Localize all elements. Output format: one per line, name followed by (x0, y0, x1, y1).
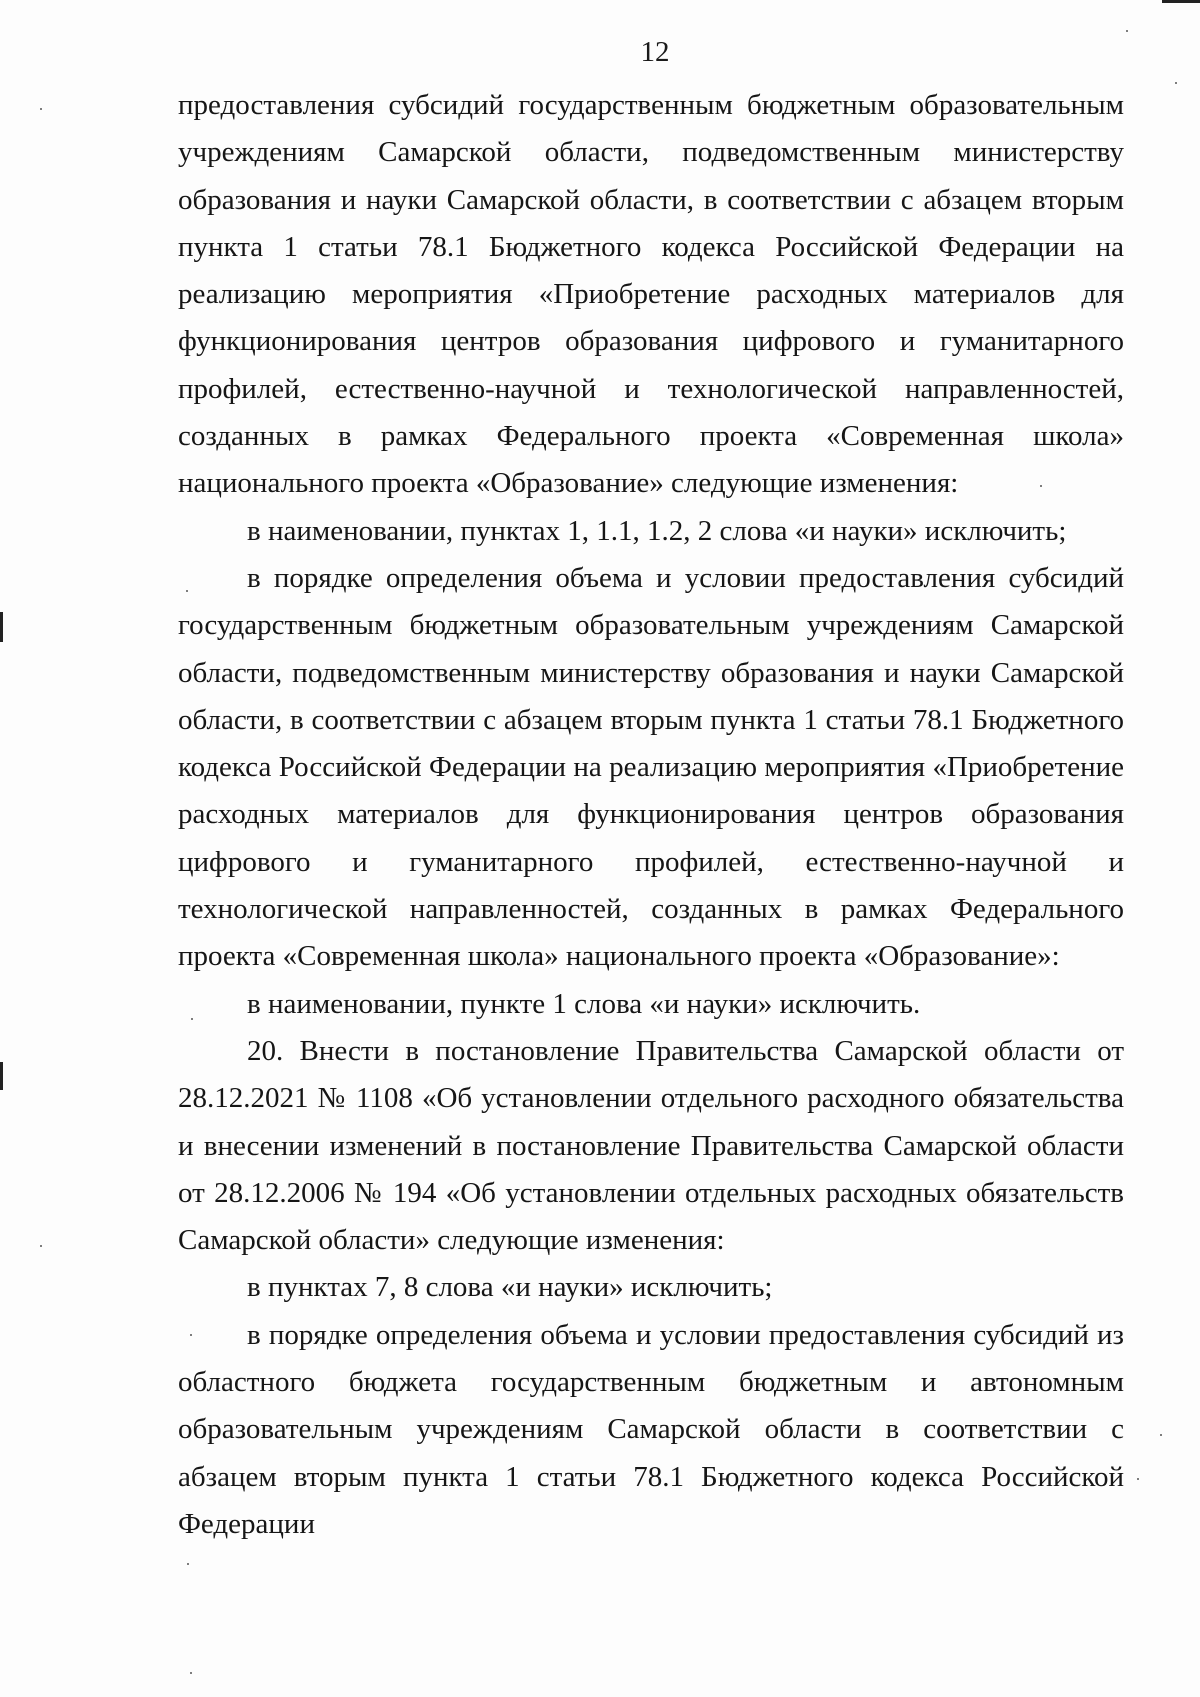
scan-edge-mark (1162, 0, 1200, 3)
paragraph-item-20: 20. Внести в постановление Правительства Самарской области от 28.12.2021 № 1108 «Об установлении отдельного расходного обязательства и внесении изменений в постановление Правительства Самарской области от 28.12.2006 № 194 «Об установлении отдельных расходных обязательств Самарской области» следующие изменения: (178, 1034, 1124, 1257)
scan-speck (191, 1018, 193, 1020)
scan-edge-mark (0, 612, 3, 642)
scan-speck (186, 590, 188, 592)
paragraph-point-change: в наименовании, пункте 1 слова «и науки» исключить. (247, 987, 921, 1020)
scan-speck (1160, 1434, 1162, 1436)
scan-speck (1137, 1478, 1139, 1480)
scan-speck (187, 1563, 189, 1565)
paragraph-points-7-8: в пунктах 7, 8 слова «и науки» исключить; (247, 1271, 773, 1304)
scan-speck (1175, 82, 1177, 84)
paragraph-subsidy-procedure: в порядке определения объема и условии предоставления субсидий государственным бюджетным образовательным учреждениям Самарской области, подведомственным министерству образования и науки Самарской области, в соответствии с абзацем вторым пункта 1 статьи 78.1 Бюджетного кодекса Российской Федерации на реализацию мероприятия «Приобретение расходных материалов для функционирования центров образования цифрового и гуманитарного профилей, естественно-научной и технологической направленностей, созданных в рамках Федерального проекта «Современная школа» национального проекта «Образование»: (178, 561, 1124, 973)
scan-speck (190, 1672, 192, 1674)
scan-speck (40, 1245, 42, 1247)
document-body (178, 82, 1124, 1548)
scan-edge-mark (0, 1062, 3, 1090)
paragraph-continuation: предоставления субсидий государственным бюджетным образовательным учреждениям Самарской области, подведомственным министерству образования и науки Самарской области, в соответствии с абзацем вторым пункта 1 статьи 78.1 Бюджетного кодекса Российской Федерации на реализацию мероприятия «Приобретение расходных материалов для функционирования центров образования цифрового и гуманитарного профилей, естественно-научной и технологической направленностей, созданных в рамках Федерального проекта «Современная школа» национального проекта «Образование» следующие изменения: (178, 89, 1124, 500)
scan-speck (1040, 485, 1042, 487)
paragraph-naming-change: в наименовании, пунктах 1, 1.1, 1.2, 2 слова «и науки» исключить; (247, 514, 1067, 547)
scan-speck (40, 108, 42, 110)
scan-speck (190, 1334, 192, 1336)
page-number: 12 (640, 36, 670, 68)
scan-speck (1126, 30, 1128, 32)
paragraph-subsidy-procedure-regional: в порядке определения объема и условии предоставления субсидий из областного бюджета государственным бюджетным и автономным образовательным учреждениям Самарской области в соответствии с абзацем вторым пункта 1 статьи 78.1 Бюджетного кодекса Российской Федерации (178, 1318, 1124, 1540)
